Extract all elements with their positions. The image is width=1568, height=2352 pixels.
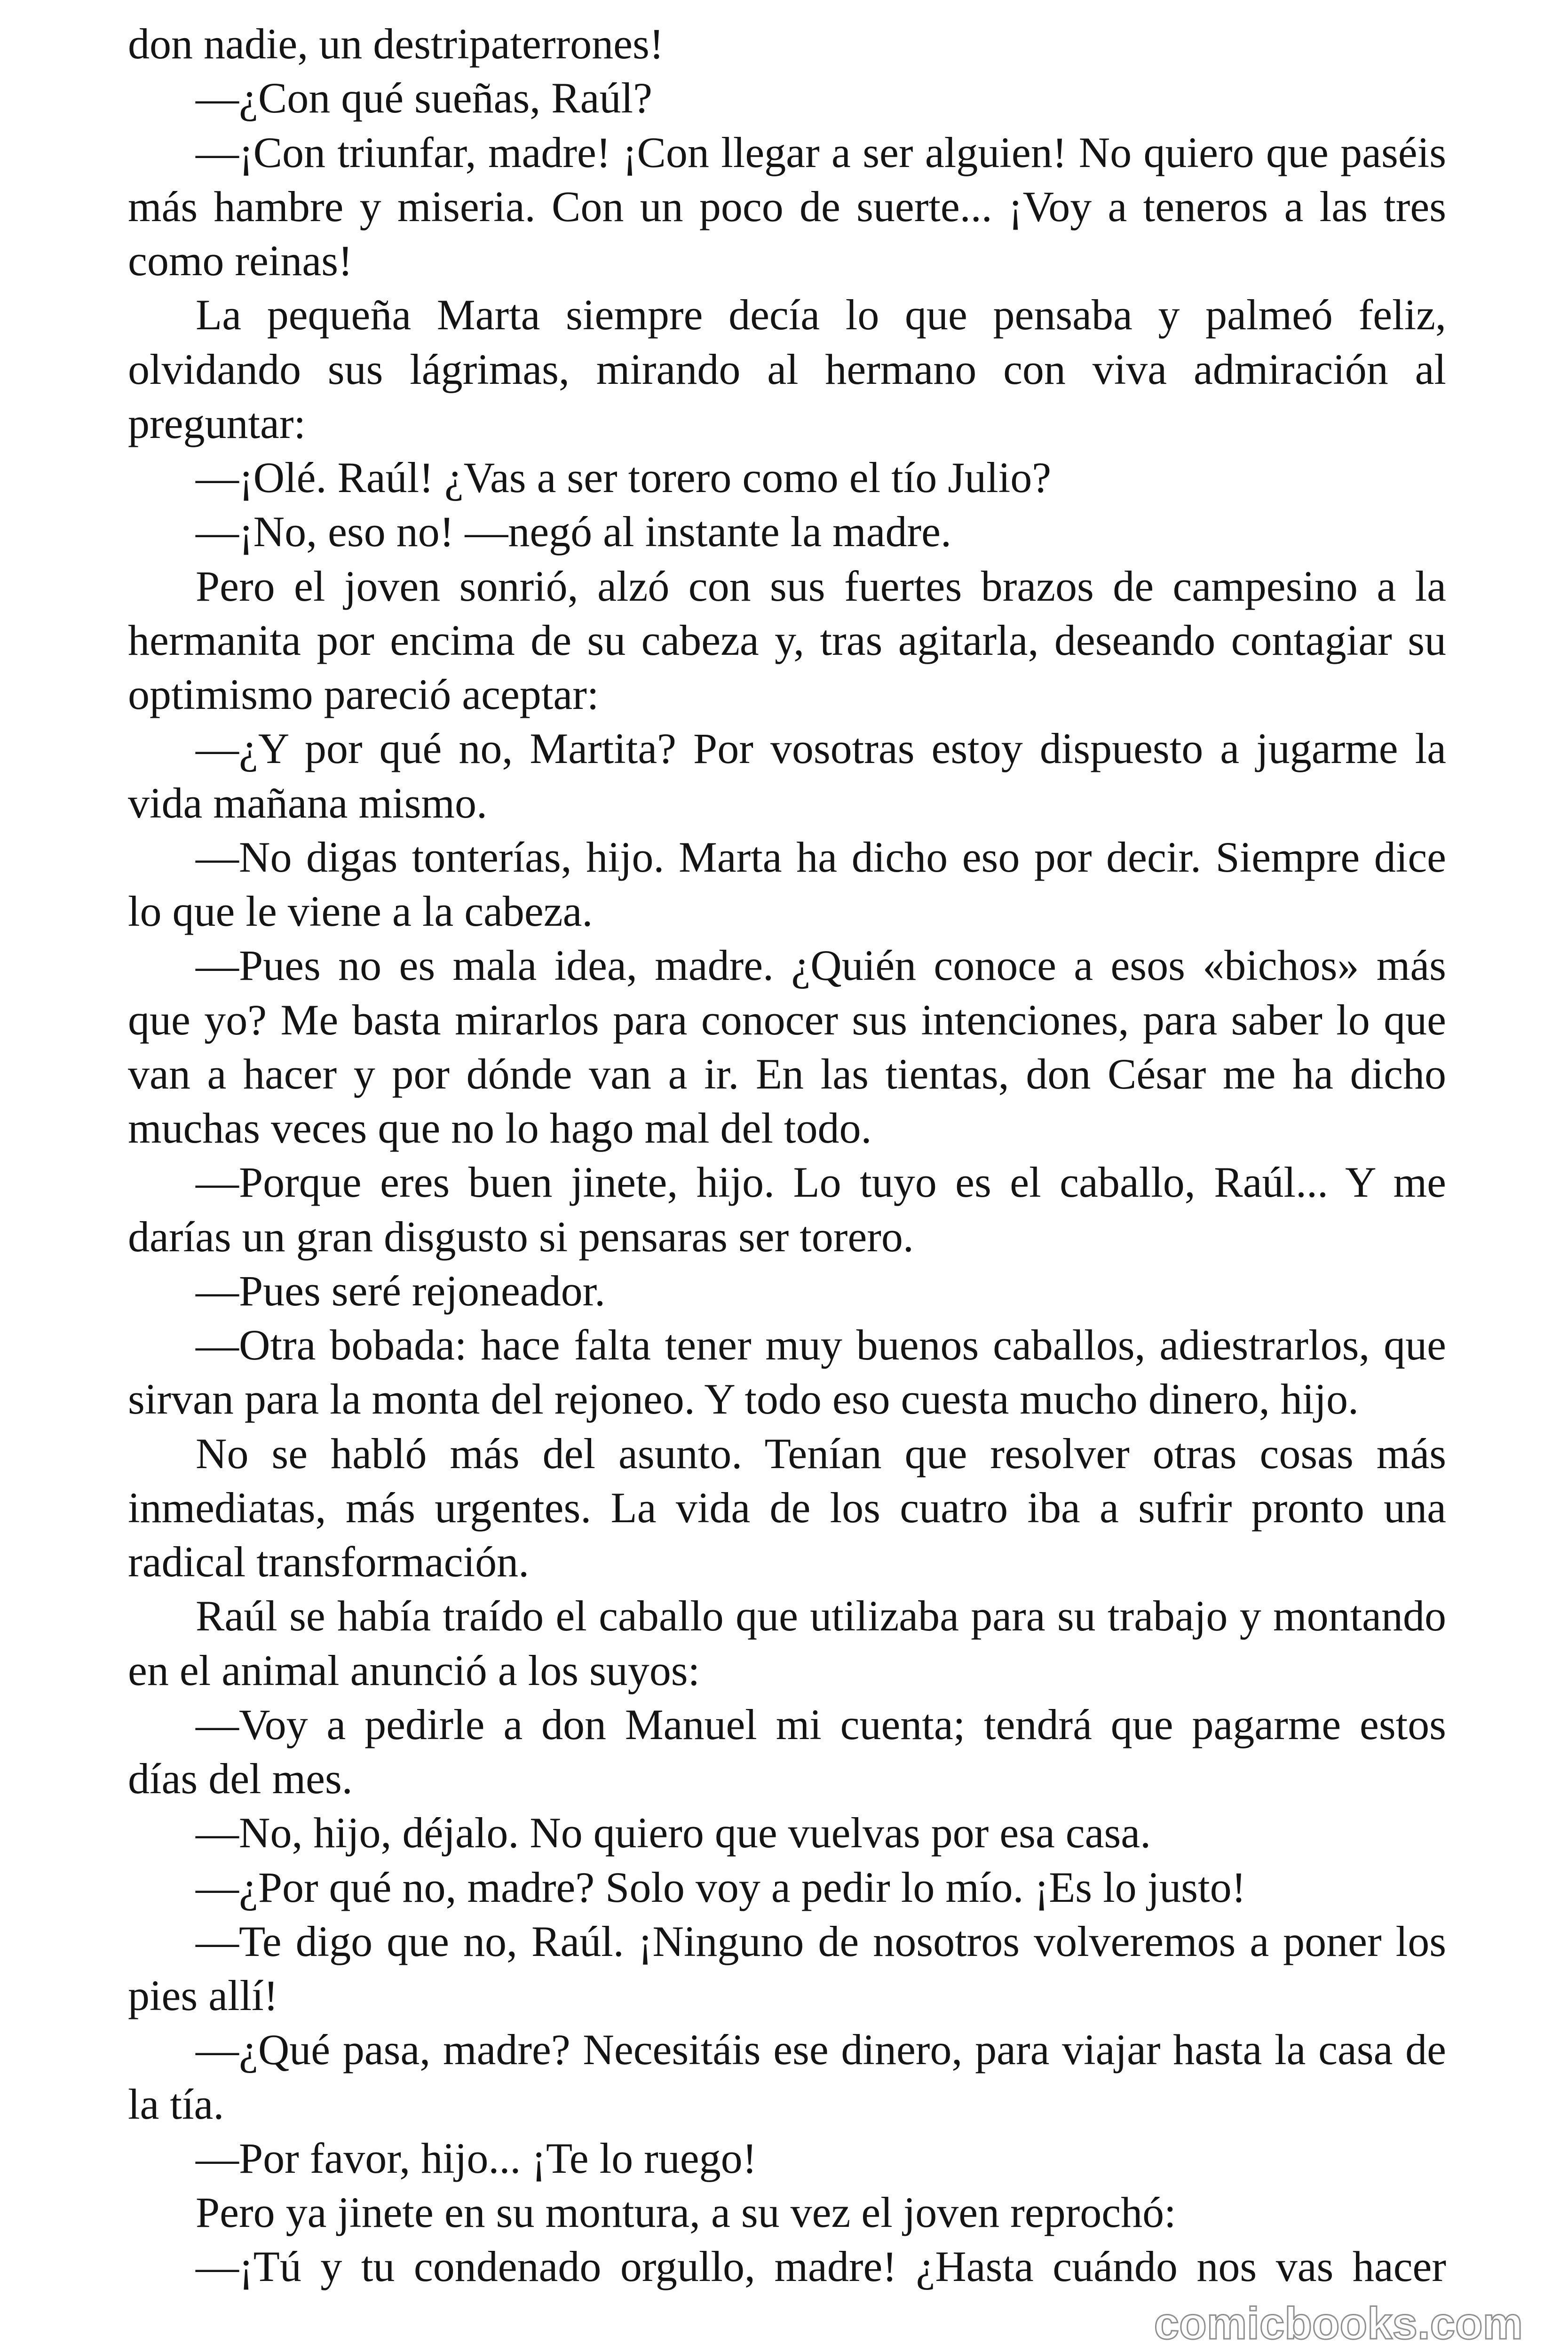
text-line: don nadie, un destripaterrones! [128,20,664,68]
text-line: No se habló más del asunto. Tenían que resolver otras cosas más [196,1429,1446,1478]
text-line: —No, hijo, déjalo. No quiero que vuelvas por esa casa. [196,1809,1151,1857]
paragraph [128,1427,1446,1589]
paragraph [128,2131,1446,2185]
text-line: más hambre y miseria. Con un poco de suerte... ¡Voy a teneros a las tres [128,182,1446,230]
text-line: muchas veces que no lo hago mal del todo. [128,1104,872,1152]
paragraph [128,722,1446,830]
paragraph [128,71,1446,125]
paragraph [128,2240,1446,2294]
text-line: preguntar: [128,399,306,447]
text-line: —¿Por qué no, madre? Solo voy a pedir lo mío. ¡Es lo justo! [196,1863,1246,1911]
text-line: —Voy a pedirle a don Manuel mi cuenta; tendrá que pagarme estos [196,1700,1446,1748]
text-line: La pequeña Marta siempre decía lo que pensaba y palmeó feliz, [196,291,1446,339]
text-line: —¿Con qué sueñas, Raúl? [196,74,652,122]
text-line: —¡Olé. Raúl! ¿Vas a ser torero como el tío Julio? [196,453,1052,501]
text-line: hermanita por encima de su cabeza y, tras agitarla, deseando contagiar su [128,616,1446,664]
text-line: —¡No, eso no! —negó al instante la madre. [196,508,951,556]
text-line: darías un gran disgusto si pensaras ser torero. [128,1212,914,1261]
paragraph [128,1806,1446,1860]
text-line: —¡Tú y tu condenado orgullo, madre! ¿Hasta cuándo nos vas hacer [196,2242,1446,2291]
paragraph [128,1155,1446,1264]
text-line: —Otra bobada: hace falta tener muy buenos caballos, adiestrarlos, que [196,1321,1446,1369]
paragraph [128,2023,1446,2131]
text-line: como reinas! [128,237,353,285]
watermark: comicbooks.com [1154,2298,1523,2349]
text-line: pies allí! [128,1971,278,2019]
text-line: inmediatas, más urgentes. La vida de los cuatro iba a sufrir pronto una [128,1483,1446,1532]
text-line: —¿Y por qué no, Martita? Por vosotras estoy dispuesto a jugarme la [196,724,1446,773]
paragraph [128,1860,1446,1915]
text-line: radical transformación. [128,1538,530,1586]
paragraph [128,830,1446,939]
text-line: —Te digo que no, Raúl. ¡Ninguno de nosotros volveremos a poner los [196,1917,1446,1965]
paragraph [128,17,1446,71]
text-line: —Por favor, hijo... ¡Te lo ruego! [196,2134,757,2182]
text-line: Pero ya jinete en su montura, a su vez el joven reprochó: [196,2188,1176,2236]
paragraph [128,1264,1446,1318]
text-line: —No digas tonterías, hijo. Marta ha dicho eso por decir. Siempre dice [196,833,1446,881]
text-line: días del mes. [128,1755,353,1803]
text-line: olvidando sus lágrimas, mirando al hermano con viva admiración al [128,345,1446,393]
paragraph [128,938,1446,1155]
paragraph [128,288,1446,451]
text-line: en el animal anunció a los suyos: [128,1646,700,1694]
text-line: sirvan para la monta del rejoneo. Y todo eso cuesta mucho dinero, hijo. [128,1375,1359,1423]
text-line: van a hacer y por dónde van a ir. En las tientas, don César me ha dicho [128,1049,1446,1098]
text-line: vida mañana mismo. [128,779,487,827]
paragraph [128,2185,1446,2240]
text-line: Pero el joven sonrió, alzó con sus fuertes brazos de campesino a la [196,562,1446,610]
paragraph [128,1589,1446,1698]
text-line: —Porque eres buen jinete, hijo. Lo tuyo es el caballo, Raúl... Y me [196,1158,1446,1207]
paragraph [128,505,1446,559]
paragraph [128,1698,1446,1806]
text-line: lo que le viene a la cabeza. [128,887,593,935]
text-line: Raúl se había traído el caballo que utilizaba para su trabajo y montando [196,1592,1446,1640]
paragraph [128,126,1446,288]
paragraph [128,451,1446,505]
text-line: —Pues seré rejoneador. [196,1266,606,1315]
text-line: —¿Qué pasa, madre? Necesitáis ese dinero, para viajar hasta la casa de [196,2026,1446,2074]
text-line: —Pues no es mala idea, madre. ¿Quién conoce a esos «bichos» más [196,941,1446,990]
paragraph [128,1915,1446,2023]
text-line: que yo? Me basta mirarlos para conocer sus intenciones, para saber lo que [128,995,1446,1044]
text-line: —¡Con triunfar, madre! ¡Con llegar a ser alguien! No quiero que paséis [196,128,1446,176]
text-line: la tía. [128,2080,224,2128]
paragraph [128,1318,1446,1427]
page-body [128,17,1446,2294]
paragraph [128,559,1446,722]
text-line: optimismo pareció aceptar: [128,670,599,718]
